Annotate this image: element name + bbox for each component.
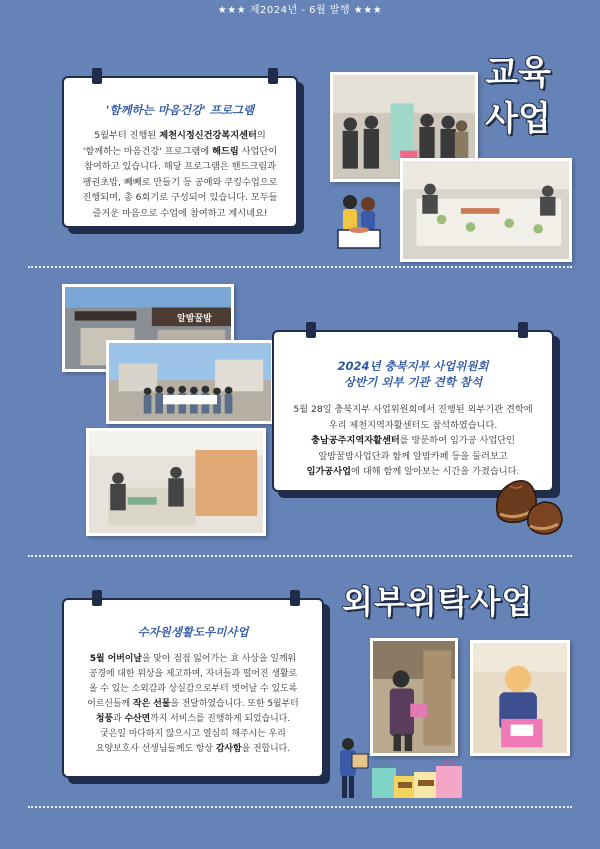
workshop-image bbox=[89, 431, 263, 533]
outsourcing-section-title: 외부위탁사업 bbox=[342, 583, 534, 621]
water-helper-description: 5월 어버이날을 맞아 점점 잃어가는 효 사상을 일깨워 공경에 대한 위상을 제고하며, 자녀들과 떨어진 생활로 올 수 있는 소외감과 상실감으로부터 벗어날 수 있도록 어르신들께 작은 선물을 전달하였습니다. 또한 5월부터 청풍과 수산면까지 서비스를 진행하게 되었습니다. 궂은일 마다하지 않으시고 열심히 해주시는 우리 요양보호사 선생님들께도 항상 감사함을 전합니다. bbox=[87, 654, 299, 754]
group-visit-photo bbox=[106, 340, 274, 424]
education-section-title: 교육 사업 bbox=[485, 53, 551, 139]
workshop-photo bbox=[86, 428, 266, 536]
delivery-illustration bbox=[334, 736, 370, 802]
gift-recipient-photo bbox=[470, 640, 570, 756]
chestnut-icon bbox=[488, 472, 566, 538]
card-tab bbox=[268, 68, 278, 84]
section-divider bbox=[28, 555, 572, 557]
cooking-class-photo bbox=[400, 158, 572, 262]
visit-description: 5월 28일 충북지부 사업위원회에서 진행된 외부기관 견학에 우리 제천지역자활센터도 참석하였습니다. 충남공주지역자활센터를 방문하여 임가공 사업단인 알밤꿀밤사업단과 함께 알밤카페 등을 둘러보고 임가공사업에 대해 함께 알아보는 시간을 가졌습니다. bbox=[293, 404, 533, 477]
store-sign: 알밤꿀밤 bbox=[177, 314, 212, 324]
section-divider bbox=[28, 806, 572, 808]
gift-bags-illustration bbox=[370, 758, 466, 800]
card-tab bbox=[92, 590, 102, 606]
program-title: '함께하는 마음건강' 프로그램 bbox=[105, 103, 255, 117]
elder-gift-photo bbox=[370, 638, 458, 756]
visit-report-card bbox=[272, 330, 554, 492]
card-tab bbox=[306, 322, 316, 338]
card-tab bbox=[92, 68, 102, 84]
group-visit-image bbox=[109, 343, 271, 421]
visit-title: 2024년 충북지부 사업위원회 상반기 외부 기관 견학 참석 bbox=[337, 359, 489, 389]
water-helper-title: 수자원생활도우미사업 bbox=[137, 625, 249, 639]
cooking-illustration bbox=[334, 192, 384, 252]
cooking-class-image bbox=[403, 161, 569, 259]
elder-gift-image bbox=[373, 641, 455, 753]
section-divider bbox=[28, 266, 572, 268]
card-tab bbox=[518, 322, 528, 338]
gift-recipient-image bbox=[473, 643, 567, 753]
water-helper-card bbox=[62, 598, 324, 778]
program-description: 5월부터 진행된 제천시정신건강복지센터의 '함께하는 마음건강' 프로그램에 해드림 사업단이 참여하고 있습니다. 해당 프로그램은 핸드크림과 팽권초밥, 빼빼로 만들기 등 공예와 쿠킹수업으로 진행되며, 총 6회기로 구성되어 있습니다. 모두들 즐거운 마음으로 수업에 참여하고 계시네요! bbox=[82, 130, 278, 219]
card-tab bbox=[290, 590, 300, 606]
issue-header: ★★★ 제2024년 - 6월 발행 ★★★ bbox=[217, 5, 383, 16]
education-program-card bbox=[62, 76, 298, 228]
